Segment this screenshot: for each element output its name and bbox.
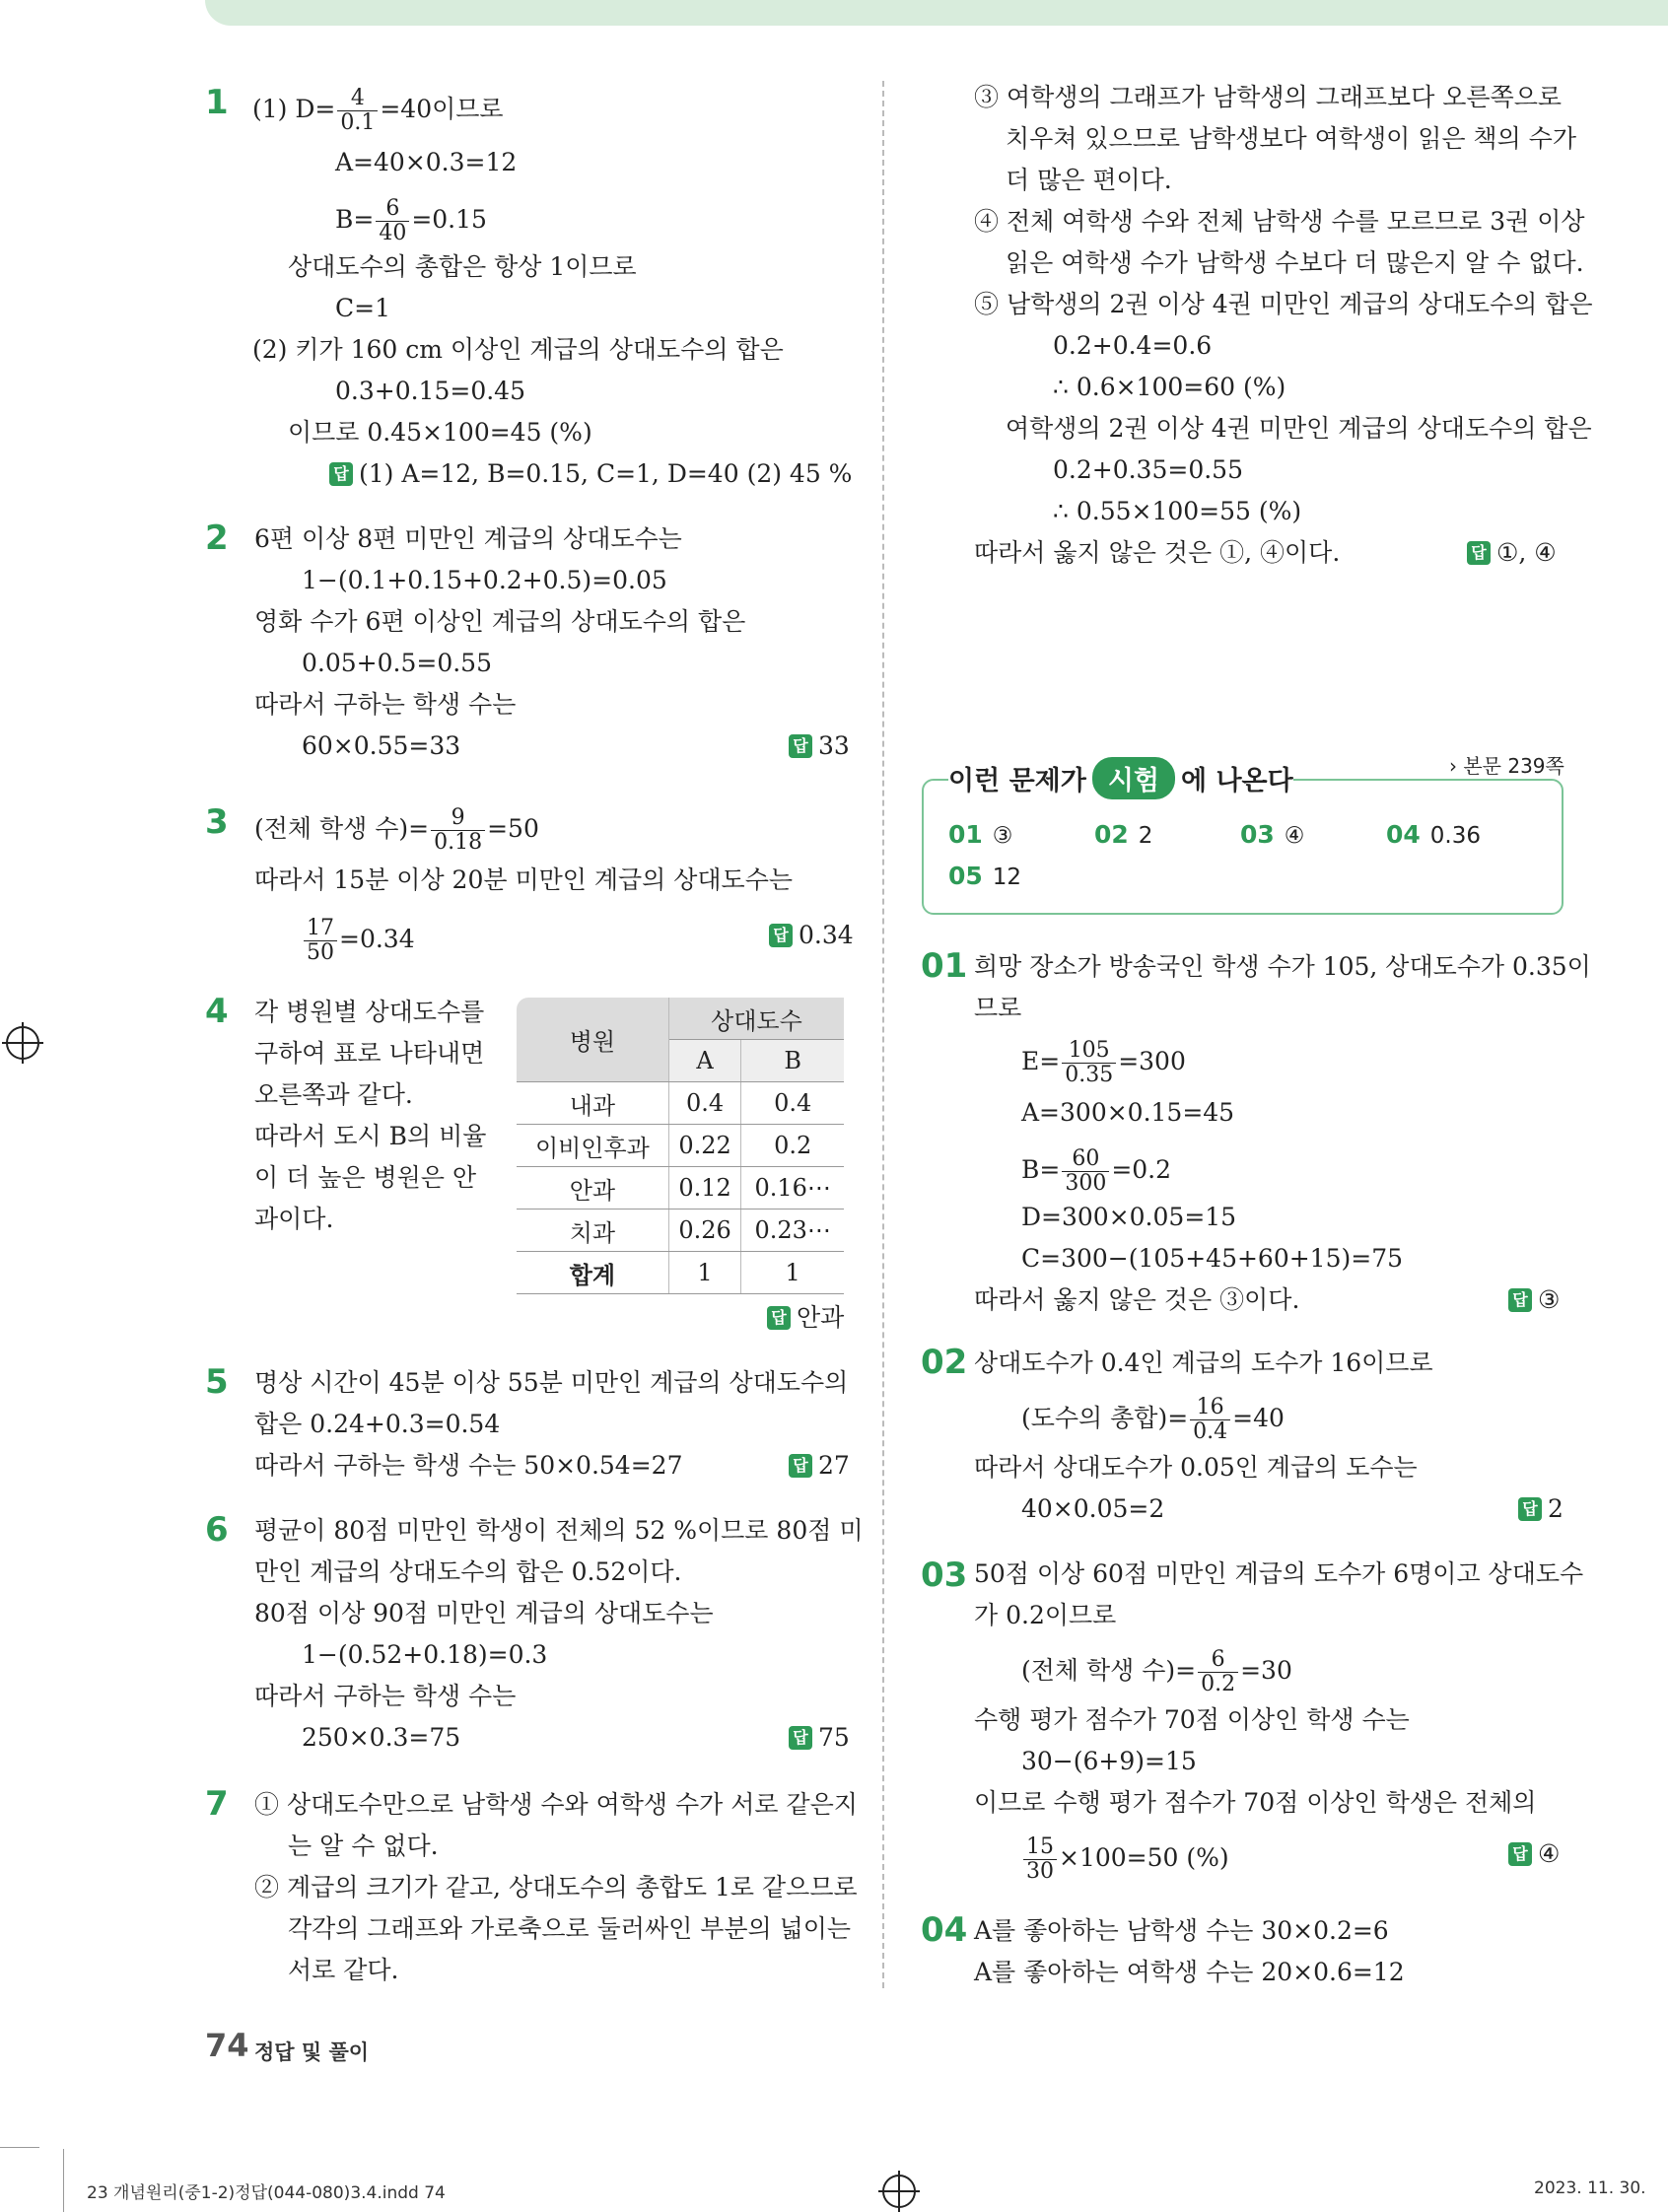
text-line: ∴ 0.6×100=60 (%) <box>1053 373 1286 401</box>
text-line: 0.2+0.4=0.6 <box>1053 331 1213 360</box>
text-line: 6 <box>376 197 409 222</box>
top-banner <box>205 0 1668 26</box>
text-line: A=40×0.3=12 <box>335 148 518 176</box>
text-line: C=1 <box>335 294 390 322</box>
table-cell: A <box>668 1040 741 1082</box>
text-line: 구하여 표로 나타내면 <box>254 1039 485 1068</box>
table-cell: 1 <box>741 1252 844 1294</box>
answer-badge-icon: 답 <box>789 1454 812 1478</box>
table-cell: 0.16⋯ <box>741 1167 844 1210</box>
table-cell: 0.22 <box>668 1125 741 1167</box>
problem-number: 7 <box>205 1784 229 1824</box>
registration-mark-icon <box>882 2175 916 2208</box>
text-line: 30 <box>1026 1859 1054 1884</box>
registration-mark-icon <box>6 1026 39 1060</box>
text-line: 50 <box>307 940 334 965</box>
text-line: 0.05+0.5=0.55 <box>302 649 492 677</box>
text-line: ① 상대도수만으로 남학생 수와 여학생 수가 서로 같은지 <box>254 1790 858 1819</box>
table-cell: 0.2 <box>741 1125 844 1167</box>
text-line: 300 <box>1065 1171 1107 1196</box>
text-line: A를 좋아하는 남학생 수는 30×0.2=6 <box>974 1916 1389 1945</box>
text-line: 여학생의 2권 이상 4권 미만인 계급의 상대도수의 합은 <box>1006 414 1592 443</box>
text-line: 이 더 높은 병원은 안 <box>254 1163 476 1192</box>
quick-answer: 02 2 <box>1094 820 1153 849</box>
problem-number: 2 <box>205 518 229 558</box>
table-row <box>517 1252 844 1294</box>
table-cell: 치과 <box>517 1210 668 1252</box>
answer-badge-icon: 답 <box>1467 541 1491 565</box>
text-line: 수행 평가 점수가 70점 이상인 학생 수는 <box>974 1705 1410 1734</box>
text-line: 60×0.55=33 <box>302 731 461 760</box>
problem-number: 4 <box>205 992 229 1031</box>
text-line: 따라서 옳지 않은 것은 ③이다. <box>974 1285 1300 1314</box>
text-line: 40×0.05=2 <box>1021 1494 1165 1523</box>
text-line: 15 <box>1023 1835 1057 1860</box>
table-row <box>517 1167 844 1210</box>
text-line: $\frac{15}{30}$ ×100=50 (%) <box>1021 1835 1229 1884</box>
answer-badge-icon: 답 <box>789 1726 812 1750</box>
answer: 답 75 <box>789 1721 850 1755</box>
text-line: D=300×0.05=15 <box>1021 1203 1237 1231</box>
text-line: 0.3+0.15=0.45 <box>335 377 525 405</box>
relative-frequency-table <box>517 998 844 1294</box>
text-line: (전체 학생 수)= $\frac{6}{0.2}$ =30 <box>1021 1647 1292 1696</box>
answer-badge-icon: 답 <box>1508 1842 1532 1866</box>
table-row <box>517 1125 844 1167</box>
text-line: 4 <box>337 87 378 111</box>
text-line: $\frac{17}{50}$ =0.34 <box>302 917 415 965</box>
text-line: 250×0.3=75 <box>302 1723 461 1752</box>
quick-answer: 03 ④ <box>1240 820 1305 849</box>
text-line: 105 <box>1062 1039 1116 1064</box>
text-line: B= $\frac{6}{40}$ =0.15 <box>335 196 487 245</box>
text-line: ② 계급의 크기가 같고, 상대도수의 총합도 1로 같으므로 <box>254 1873 858 1901</box>
text-line: 0.4 <box>1193 1419 1228 1444</box>
text-line: 1−(0.1+0.15+0.2+0.5)=0.05 <box>302 566 667 594</box>
problem-number: 02 <box>921 1343 968 1382</box>
answer-badge-icon: 답 <box>767 1306 791 1330</box>
text-line: ④ 전체 여학생 수와 전체 남학생 수를 모르므로 3권 이상 <box>974 207 1585 236</box>
table-cell: 내과 <box>517 1082 668 1125</box>
text-line: 이므로 0.45×100=45 (%) <box>288 418 592 447</box>
column-divider <box>882 81 884 1988</box>
text-line: 60 <box>1062 1147 1109 1172</box>
table-row <box>517 1082 844 1125</box>
text-line: 따라서 구하는 학생 수는 <box>254 1682 517 1710</box>
text-line: ∴ 0.55×100=55 (%) <box>1053 497 1302 525</box>
text-line: 0.35 <box>1065 1063 1114 1087</box>
answer-badge-icon: 답 <box>789 734 812 758</box>
quick-answer: 01 ③ <box>948 820 1013 849</box>
answer: 답 ①, ④ <box>1467 536 1557 570</box>
text-line: 므로 <box>974 994 1022 1022</box>
problem-number: 04 <box>921 1910 968 1950</box>
table-cell: 안과 <box>517 1167 668 1210</box>
answer: 답 (1) A=12, B=0.15, C=1, D=40 (2) 45 % <box>329 457 852 491</box>
table-cell: 0.26 <box>668 1210 741 1252</box>
text-line: 상대도수가 0.4인 계급의 도수가 16이므로 <box>974 1348 1433 1377</box>
text-line: 50점 이상 60점 미만인 계급의 도수가 6명이고 상대도수 <box>974 1559 1584 1588</box>
answer-badge-icon: 답 <box>1518 1497 1542 1521</box>
answer: 답 ④ <box>1508 1837 1560 1871</box>
text-line: 0.2 <box>1201 1672 1236 1696</box>
text-line: 9 <box>431 806 485 831</box>
text-line: 더 많은 편이다. <box>1006 166 1172 194</box>
problem-number: 3 <box>205 802 229 842</box>
answer: 답 0.34 <box>769 919 854 952</box>
table-cell: 이비인후과 <box>517 1125 668 1167</box>
text-line: 6편 이상 8편 미만인 계급의 상대도수는 <box>254 524 682 553</box>
problem-number: 01 <box>921 946 968 986</box>
text-line: 따라서 15분 이상 20분 미만인 계급의 상대도수는 <box>254 865 794 894</box>
text-line: 명상 시간이 45분 이상 55분 미만인 계급의 상대도수의 <box>254 1368 849 1397</box>
text-line: 는 알 수 없다. <box>288 1832 439 1860</box>
text-line: 상대도수의 총합은 항상 1이므로 <box>288 252 637 281</box>
table-cell: 0.4 <box>668 1082 741 1125</box>
text-line: 가 0.2이므로 <box>974 1601 1117 1629</box>
text-line: 오른쪽과 같다. <box>254 1080 413 1109</box>
text-line: B= $\frac{60}{300}$ =0.2 <box>1021 1146 1172 1196</box>
text-line: 평균이 80점 미만인 학생이 전체의 52 %이므로 80점 미 <box>254 1516 864 1545</box>
problem-number: 6 <box>205 1510 229 1550</box>
quick-answer: 05 12 <box>948 862 1022 890</box>
text-line: 따라서 옳지 않은 것은 ①, ④이다. <box>974 538 1341 567</box>
answer-badge-icon: 답 <box>1508 1288 1532 1312</box>
text-line: ⑤ 남학생의 2권 이상 4권 미만인 계급의 상대도수의 합은 <box>974 290 1593 318</box>
text-line: 따라서 구하는 학생 수는 <box>254 690 517 719</box>
table-cell: 합계 <box>517 1252 668 1294</box>
answer: 답 2 <box>1518 1492 1564 1526</box>
text-line: (도수의 총합)= $\frac{16}{0.4}$ =40 <box>1021 1395 1285 1444</box>
print-date: 2023. 11. 30. <box>1534 2178 1646 2198</box>
table-cell: 병원 <box>517 998 668 1082</box>
text-line: 각 병원별 상대도수를 <box>254 998 485 1026</box>
text-line: (2) 키가 160 cm 이상인 계급의 상대도수의 합은 <box>252 335 784 364</box>
text-line: 이므로 수행 평가 점수가 70점 이상인 학생은 전체의 <box>974 1788 1537 1817</box>
answer: 답 27 <box>789 1449 850 1483</box>
table-cell: 0.12 <box>668 1167 741 1210</box>
answer: 답 33 <box>789 729 850 763</box>
text-line: 희망 장소가 방송국인 학생 수가 105, 상대도수가 0.35이 <box>974 952 1591 981</box>
page-number: 74 <box>205 2027 249 2064</box>
table-cell: 상대도수 <box>668 998 844 1040</box>
text-line: 합은 0.24+0.3=0.54 <box>254 1410 501 1438</box>
chevron-right-icon: › <box>1449 754 1457 778</box>
answer-badge-icon: 답 <box>329 462 353 486</box>
text-line: 서로 같다. <box>288 1956 399 1984</box>
table-row <box>517 1210 844 1252</box>
text-line: 0.2+0.35=0.55 <box>1053 455 1243 484</box>
text-line: 16 <box>1190 1396 1230 1420</box>
problem-number: 03 <box>921 1555 968 1595</box>
text-line: 0.1 <box>340 110 376 135</box>
answer: 답 ③ <box>1508 1283 1560 1317</box>
problem-number: 5 <box>205 1362 229 1402</box>
text-line: 만인 계급의 상대도수의 합은 0.52이다. <box>254 1557 682 1586</box>
text-line: 과이다. <box>254 1205 334 1233</box>
footer-title: 정답 및 풀이 <box>254 2040 370 2064</box>
text-line: A=300×0.15=45 <box>1021 1098 1235 1127</box>
text-line: 따라서 도시 B의 비율 <box>254 1122 487 1150</box>
text-line: E= $\frac{105}{0.35}$ =300 <box>1021 1038 1186 1087</box>
text-line: 30−(6+9)=15 <box>1021 1747 1197 1775</box>
text-line: 1−(0.52+0.18)=0.3 <box>302 1640 548 1669</box>
text-line: (1) D= $\frac{4}{0.1}$ =40이므로 <box>252 86 504 135</box>
text-line: (전체 학생 수)= $\frac{9}{0.18}$ =50 <box>254 805 539 855</box>
quick-answer: 04 0.36 <box>1386 820 1482 849</box>
text-line: 80점 이상 90점 미만인 계급의 상대도수는 <box>254 1599 714 1627</box>
text-line: 0.18 <box>434 830 483 855</box>
table-cell: B <box>741 1040 844 1082</box>
text-line: 17 <box>304 917 337 941</box>
text-line: 6 <box>1198 1648 1238 1673</box>
table-cell: 0.23⋯ <box>741 1210 844 1252</box>
problem-number: 1 <box>205 83 229 122</box>
text-line: 영화 수가 6편 이상인 계급의 상대도수의 합은 <box>254 607 746 636</box>
text-line: 따라서 구하는 학생 수는 50×0.54=27 <box>254 1451 683 1480</box>
answer-badge-icon: 답 <box>769 924 793 947</box>
answer: 답 안과 <box>767 1301 844 1335</box>
text-line: A를 좋아하는 여학생 수는 20×0.6=12 <box>974 1958 1405 1986</box>
text-line: ③ 여학생의 그래프가 남학생의 그래프보다 오른쪽으로 <box>974 83 1563 111</box>
page-reference: › 본문 239쪽 <box>1449 754 1564 778</box>
text-line: 읽은 여학생 수가 남학생 수보다 더 많은지 알 수 없다. <box>1006 248 1584 277</box>
table-cell: 0.4 <box>741 1082 844 1125</box>
file-info: 23 개념원리(중1-2)정답(044-080)3.4.indd 74 <box>87 2183 446 2203</box>
exam-section-title: 이런 문제가 시험 에 나온다 <box>948 757 1293 804</box>
text-line: C=300−(105+45+60+15)=75 <box>1021 1244 1403 1273</box>
text-line: 각각의 그래프와 가로축으로 둘러싸인 부분의 넓이는 <box>288 1914 852 1943</box>
table-cell: 1 <box>668 1252 741 1294</box>
text-line: 따라서 상대도수가 0.05인 계급의 도수는 <box>974 1453 1418 1482</box>
text-line: 치우쳐 있으므로 남학생보다 여학생이 읽은 책의 수가 <box>1006 124 1576 153</box>
text-line: 40 <box>379 221 407 245</box>
